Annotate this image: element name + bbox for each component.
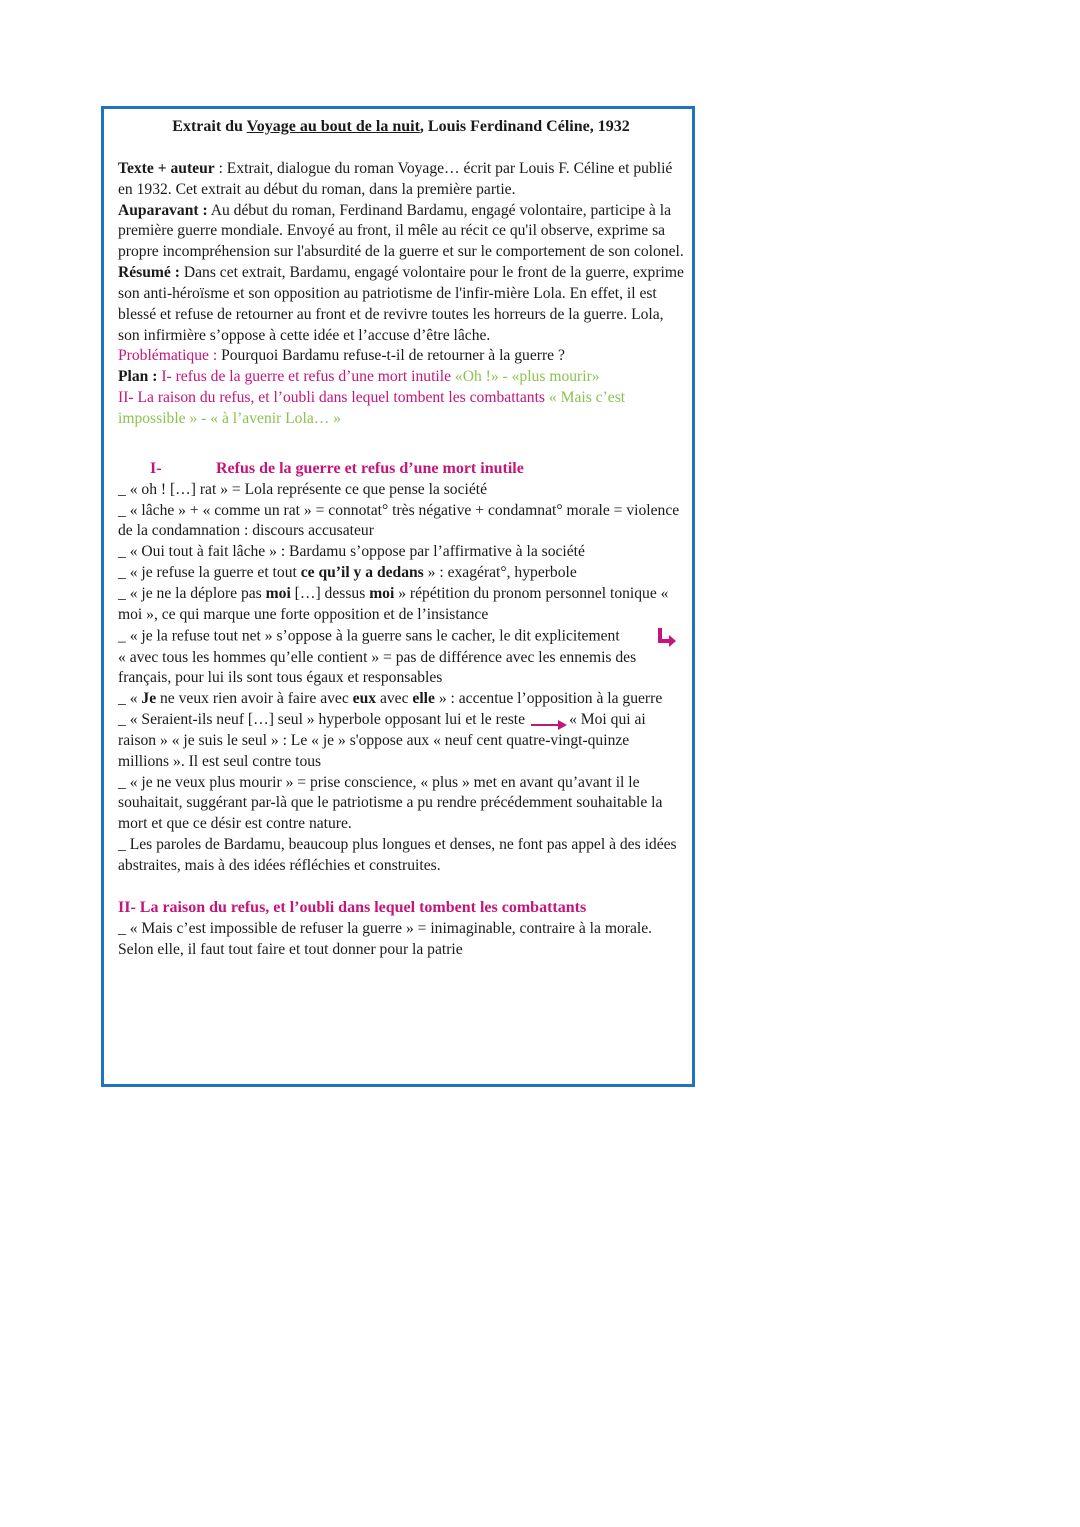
texte-label: Texte + auteur — [118, 159, 215, 177]
bold-fragment: eux — [352, 690, 377, 708]
analysis-line: _ « je ne veux plus mourir » = prise conscience, « plus » met en avant qu’avant il le souhaitait, suggérant par-là que le patriotisme a pu rendre précédemment souhaitable la mort et que ce désir est contre nature. — [118, 773, 663, 833]
plan-part-1-quote: «Oh !» - «plus mourir» — [451, 368, 600, 386]
bold-fragment: moi — [369, 584, 395, 602]
bold-fragment: elle — [412, 690, 435, 708]
intro-plan-2 — [118, 388, 684, 430]
text-fragment: » : accentue l’opposition à la guerre — [434, 690, 663, 708]
prob-label: Problématique : — [118, 347, 218, 365]
text-fragment: _ « je la refuse tout net » s’oppose à la guerre sans le cacher, le dit explicitement — [118, 627, 620, 645]
title-prefix: Extrait du — [172, 118, 247, 135]
text-fragment: » : exagérat°, hyperbole — [423, 564, 577, 582]
spacer — [118, 877, 684, 898]
text-fragment: _ « Seraient-ils neuf […] seul » hyperbole opposant lui et le reste — [118, 711, 526, 729]
analysis-line: _ « oh ! […] rat » = Lola représente ce que pense la société — [118, 480, 488, 498]
text-fragment: avec — [376, 690, 413, 708]
analysis-line: _ « Oui tout à fait lâche » : Bardamu s’oppose par l’affirmative à la société — [118, 543, 585, 561]
text-fragment: « Moi qui ai raison » « je suis le seul » : Le « je » s'oppose aux « neuf cent quatre-vingt-quinze millions ». Il est seul contre tous — [118, 711, 646, 770]
document-frame — [101, 106, 695, 1087]
plan-part-1: I- refus de la guerre et refus d’une mort inutile — [157, 368, 451, 386]
section-2-heading: II- La raison du refus, et l’oubli dans lequel tombent les combattants — [118, 898, 587, 916]
section-1-number: I- — [150, 459, 162, 477]
text-fragment: _ « je refuse la guerre et tout — [118, 564, 301, 582]
text-fragment: _ « — [118, 690, 142, 708]
analysis-line — [118, 584, 684, 626]
section-1-title: Refus de la guerre et refus d’une mort inutile — [216, 459, 524, 477]
analysis-line — [118, 689, 684, 710]
text-fragment: » répétition du pronom personnel tonique « moi », ce qui marque une forte opposition et de l’insistance — [118, 584, 669, 623]
text-fragment: _ « je ne la déplore pas — [118, 584, 266, 602]
bold-fragment: ce qu’il y a dedans — [300, 564, 424, 582]
analysis-line: _ « Mais c’est impossible de refuser la guerre » = inimaginable, contraire à la morale. Selon elle, il faut tout faire et tout donner pour la patrie — [118, 919, 653, 958]
prob-body: Pourquoi Bardamu refuse-t-il de retourner à la guerre ? — [217, 347, 565, 365]
auparavant-body: Au début du roman, Ferdinand Bardamu, engagé volontaire, participe à la première guerre mondiale. Envoyé au front, il mêle au récit ce qu'il observe, exprime sa propre incompréhension sur l'absurdité de la guerre et sur le comportement de son colonel. — [118, 201, 684, 261]
intro-problematique — [118, 346, 684, 367]
resume-label: Résumé : — [118, 264, 180, 282]
text-fragment: […] dessus — [290, 584, 370, 602]
analysis-line: _ « lâche » + « comme un rat » = connotat° très négative + condamnat° morale = violence de la condamnation : discours accusateur — [118, 501, 680, 540]
intro-resume — [118, 263, 684, 346]
bold-fragment: moi — [265, 584, 291, 602]
title-suffix: , Louis Ferdinand Céline, 1932 — [419, 118, 630, 135]
resume-body: Dans cet extrait, Bardamu, engagé volontaire pour le front de la guerre, exprime son anti-héroïsme et son opposition au patriotisme de l'infir-mière Lola. En effet, il est blessé et refuse de retourner au front et de revivre toutes les horreurs de la guerre. Lola, son infirmière s’oppose à cette idée et l’accuse d’être lâche. — [118, 264, 684, 344]
spacer — [118, 430, 684, 451]
document-title — [118, 117, 684, 138]
text-fragment: « avec tous les hommes qu’elle contient » = pas de différence avec les ennemis des français, pour lui ils sont tous égaux et responsables — [118, 648, 637, 687]
auparavant-label: Auparavant : — [118, 201, 208, 219]
analysis-line: _ Les paroles de Bardamu, beaucoup plus longues et denses, ne font pas appel à des idées abstraites, mais à des idées réfléchies et construites. — [118, 836, 677, 874]
intro-auparavant — [118, 201, 684, 264]
intro-texte — [118, 159, 684, 201]
turn-right-arrow-icon — [656, 626, 678, 648]
section-1-heading — [118, 459, 684, 480]
text-fragment: ne veux rien avoir à faire avec — [156, 690, 353, 708]
title-book: Voyage au bout de la nuit — [246, 118, 420, 135]
document-content — [118, 117, 684, 960]
plan-part-2-quote: « Mais c’est impossible » - « à l’avenir Lola… » — [118, 389, 626, 427]
texte-body: : Extrait, dialogue du roman Voyage… écrit par Louis F. Céline et publié en 1932. Cet extrait au début du roman, dans la première partie. — [118, 159, 673, 198]
intro-plan — [118, 367, 684, 388]
analysis-line — [118, 626, 684, 690]
analysis-line — [118, 710, 684, 773]
analysis-line — [118, 563, 684, 584]
plan-part-2: II- La raison du refus, et l’oubli dans lequel tombent les combattants — [118, 389, 545, 407]
long-right-arrow-icon — [531, 716, 567, 726]
bold-fragment: Je — [141, 690, 157, 708]
plan-label: Plan : — [118, 368, 158, 386]
